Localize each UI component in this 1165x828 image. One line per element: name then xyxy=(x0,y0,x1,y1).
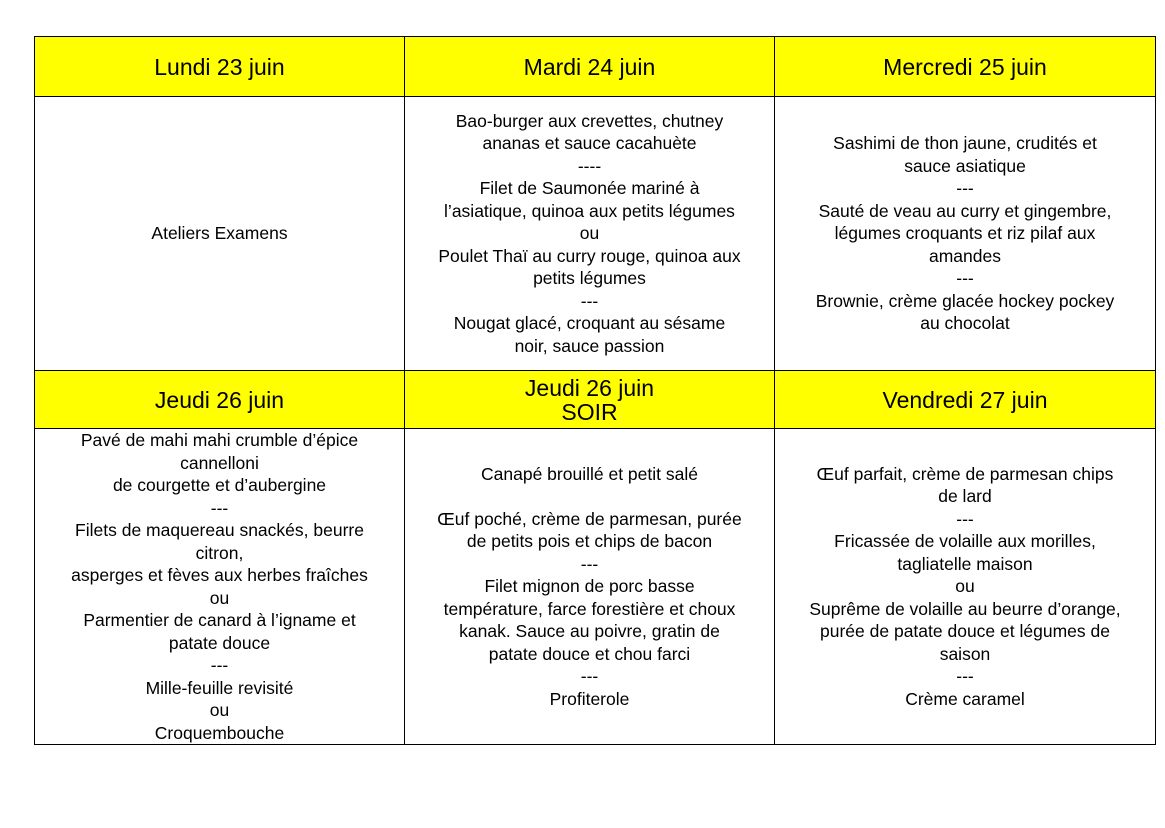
menu-line xyxy=(411,485,768,508)
menu-line: Ateliers Examens xyxy=(151,223,288,244)
menu-line: --- xyxy=(580,666,599,687)
day-header-line: Vendredi 27 juin xyxy=(882,386,1048,413)
menu-line: Sashimi de thon jaune, crudités et xyxy=(833,133,1097,154)
day-header xyxy=(405,371,775,429)
day-header xyxy=(775,37,1156,97)
menu-line: Fricassée de volaille aux morilles, xyxy=(834,531,1096,552)
menu-line: au chocolat xyxy=(920,313,1010,334)
menu-row-1 xyxy=(35,97,1156,371)
menu-line: ou xyxy=(955,576,975,597)
menu-line: de courgette et d’aubergine xyxy=(112,475,327,495)
menu-line: --- xyxy=(210,497,229,518)
header-row-1 xyxy=(35,37,1156,97)
menu-line: de lard xyxy=(938,486,992,507)
day-header xyxy=(35,371,405,429)
menu-line: ou xyxy=(209,587,230,608)
menu-line: Profiterole xyxy=(549,688,630,709)
menu-line: ---- xyxy=(577,155,602,176)
menu-line: --- xyxy=(580,553,599,574)
day-header-line: Mercredi 25 juin xyxy=(883,53,1047,80)
menu-line: kanak. Sauce au poivre, gratin de xyxy=(459,621,720,642)
menu-line: de petits pois et chips de bacon xyxy=(466,531,713,552)
day-header-line: Lundi 23 juin xyxy=(154,53,285,80)
day-header-line: Jeudi 26 juin xyxy=(524,374,655,401)
menu-line: Nougat glacé, croquant au sésame xyxy=(453,313,726,334)
menu-line: --- xyxy=(580,290,599,311)
menu-line: Pavé de mahi mahi crumble d’épice xyxy=(80,430,359,450)
menu-line: purée de patate douce et légumes de xyxy=(820,621,1110,642)
day-header-line: Jeudi 26 juin xyxy=(154,386,285,413)
menu-cell xyxy=(775,97,1156,371)
menu-line: cannelloni xyxy=(180,452,259,473)
menu-line: noir, sauce passion xyxy=(514,335,665,356)
menu-line: tagliatelle maison xyxy=(897,553,1033,574)
menu-line: ananas et sauce cacahuète xyxy=(482,133,697,154)
menu-line: amandes xyxy=(929,245,1001,266)
menu-cell xyxy=(405,97,775,371)
menu-line: Sauté de veau au curry et gingembre, xyxy=(818,200,1112,221)
menu-line: température, farce forestière et choux xyxy=(443,598,736,619)
menu-line: Parmentier de canard à l’igname et xyxy=(83,610,356,630)
menu-line: Bao-burger aux crevettes, chutney xyxy=(455,110,724,131)
menu-line: asperges et fèves aux herbes fraîches xyxy=(71,565,368,585)
menu-line: Croquembouche xyxy=(154,722,285,743)
day-header xyxy=(405,37,775,97)
menu-line: l’asiatique, quinoa aux petits légumes xyxy=(444,200,735,221)
menu-line: Canapé brouillé et petit salé xyxy=(481,463,698,484)
menu-line: ou xyxy=(209,700,230,720)
menu-line: Filets de maquereau snackés, beurre xyxy=(75,520,364,540)
menu-line: --- xyxy=(956,178,974,199)
menu-line: Œuf poché, crème de parmesan, purée xyxy=(437,508,742,529)
menu-cell xyxy=(405,429,775,745)
menu-cell xyxy=(35,429,405,745)
menu-row-2 xyxy=(35,429,1156,745)
menu-line: Suprême de volaille au beurre d’orange, xyxy=(809,598,1121,619)
menu-line: --- xyxy=(956,666,974,687)
menu-line: Crème caramel xyxy=(905,688,1025,709)
menu-line: Œuf parfait, crème de parmesan chips xyxy=(816,463,1114,484)
menu-line: Brownie, crème glacée hockey pockey xyxy=(815,290,1115,311)
menu-line: --- xyxy=(956,268,974,289)
menu-cell xyxy=(35,97,405,371)
menu-line: Filet mignon de porc basse xyxy=(484,576,695,597)
menu-line: patate douce et chou farci xyxy=(488,643,691,664)
menu-line: saison xyxy=(939,643,991,664)
menu-line: --- xyxy=(956,508,974,529)
day-header-line: Mardi 24 juin xyxy=(523,53,656,80)
menu-line: Filet de Saumonée mariné à xyxy=(479,178,700,199)
menu-cell xyxy=(775,429,1156,745)
menu-line: citron, xyxy=(195,542,244,563)
weekly-menu-table xyxy=(34,36,1156,745)
day-header xyxy=(35,37,405,97)
day-header-line: SOIR xyxy=(561,398,618,425)
header-row-2 xyxy=(35,371,1156,429)
day-header xyxy=(775,371,1156,429)
menu-line: sauce asiatique xyxy=(904,155,1026,176)
menu-line: patate douce xyxy=(168,632,271,653)
menu-line: Poulet Thaï au curry rouge, quinoa aux xyxy=(438,245,741,266)
menu-line: ou xyxy=(579,223,600,244)
menu-line: petits légumes xyxy=(533,268,646,289)
menu-line: Mille-feuille revisité xyxy=(145,677,294,698)
menu-line: légumes croquants et riz pilaf aux xyxy=(834,223,1096,244)
menu-line: --- xyxy=(210,655,229,675)
